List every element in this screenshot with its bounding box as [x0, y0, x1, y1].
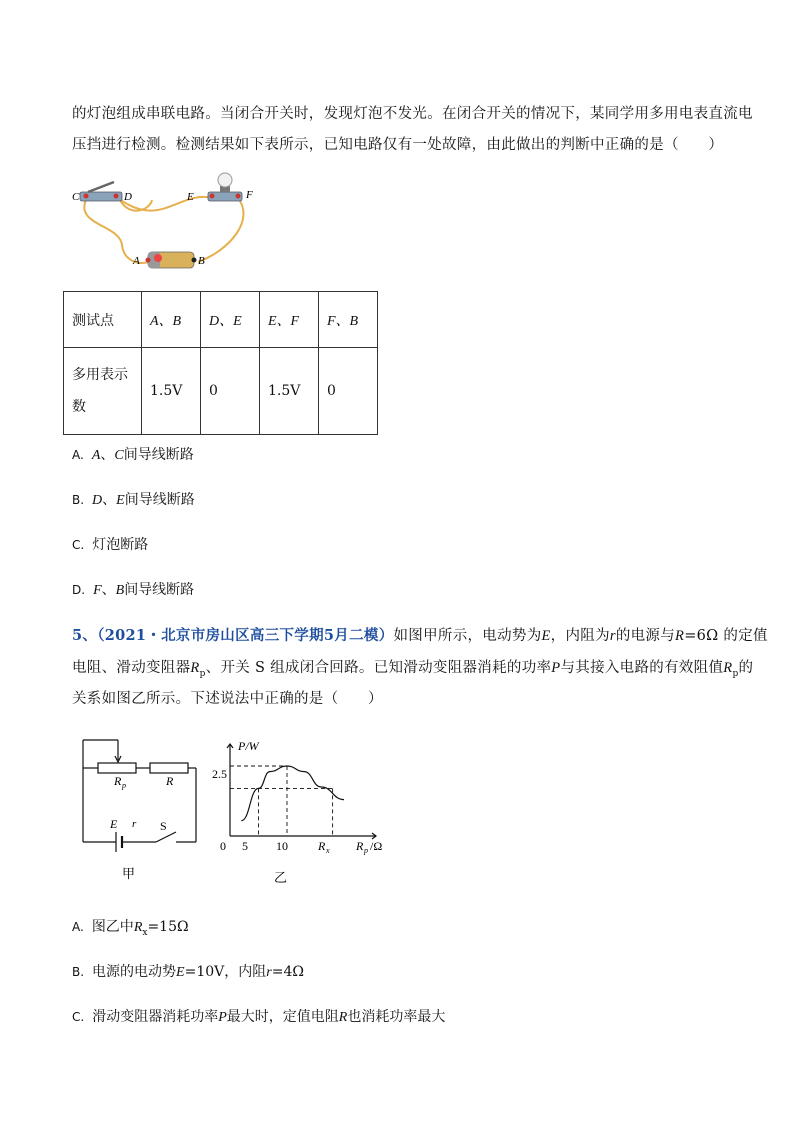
option-label: A.	[72, 920, 84, 934]
label-A: A	[133, 255, 140, 267]
table-row	[64, 292, 378, 348]
var-Rp: R	[190, 660, 200, 676]
test-table	[63, 291, 378, 435]
y-label-text: P/W	[238, 739, 259, 753]
label-D: D	[124, 191, 132, 203]
var-R: R	[675, 628, 685, 644]
option-text: 最大时，定值电阻	[226, 1009, 339, 1025]
q4-option-c[interactable]	[72, 534, 148, 554]
option-text: =15Ω	[147, 919, 189, 935]
option-text: 滑动变阻器消耗功率	[92, 1009, 219, 1025]
opt-var: D	[92, 493, 103, 508]
option-text: 灯泡断路	[92, 537, 149, 553]
q5-text: 、开关 S 组成闭合回路。已知滑动变阻器消耗的功率	[205, 660, 552, 676]
option-text: 间导线断路	[123, 447, 194, 463]
q5-line1	[72, 624, 768, 645]
y-tick-label: 2.5	[212, 767, 227, 781]
var-r: r	[609, 628, 616, 644]
col-1: A、B	[150, 313, 182, 329]
resistor-r	[150, 763, 188, 773]
opt-var: F	[93, 583, 102, 598]
x-tick-rx-sub: x	[326, 846, 330, 855]
opt-var: E	[116, 493, 125, 508]
table-header-cell	[260, 292, 319, 348]
table-header-label: 测试点	[64, 292, 142, 348]
table-row-label	[64, 348, 142, 435]
option-text: 间导线断路	[124, 492, 195, 508]
table-header-cell	[319, 292, 378, 348]
q5-number: 5、	[72, 627, 98, 644]
option-text: 间导线断路	[124, 582, 195, 598]
var-R: R	[338, 1010, 348, 1025]
caption-jia: 甲	[122, 866, 136, 881]
q4-option-d[interactable]	[72, 579, 194, 599]
caption-yi: 乙	[274, 870, 288, 885]
y-label	[237, 739, 260, 753]
q4-intro-line2: 压挡进行检测。检测结果如下表所示，已知电路仅有一处故障，由此做出的判断中正确的是（ ）	[72, 137, 724, 153]
option-label: A.	[72, 448, 84, 462]
q4-option-b[interactable]	[72, 489, 195, 509]
label-small-r: r	[132, 818, 137, 830]
q4-circuit-figure	[70, 170, 270, 274]
circuit-jia	[78, 738, 208, 888]
q5-text: =6Ω 的定值	[684, 628, 768, 644]
label-r: R	[166, 774, 174, 788]
opt-var: C	[114, 448, 124, 463]
x-tick-rx: R	[318, 839, 326, 853]
q5-text: 如图甲所示，电动势为	[393, 628, 542, 644]
opt-sep: 、	[101, 582, 116, 598]
q5-option-a[interactable]	[72, 916, 189, 938]
x-label-sub: p	[364, 846, 368, 855]
label-rp-sub: p	[122, 781, 126, 790]
table-header-cell	[201, 292, 260, 348]
label-C: C	[72, 191, 80, 203]
opt-var: A	[91, 448, 101, 463]
label-s: S	[160, 819, 167, 833]
var-P: P	[551, 660, 561, 676]
col-3: E、F	[268, 313, 300, 329]
option-text: =10V，内阻	[184, 964, 267, 980]
option-text: 电源的电动势	[92, 964, 177, 980]
option-text: =4Ω	[271, 964, 304, 980]
q5-text: 电阻、滑动变阻器	[72, 660, 191, 676]
q5-line3: 关系如图乙所示。下述说法中正确的是（ ）	[72, 691, 383, 707]
table-header-cell	[142, 292, 201, 348]
col-4: F、B	[327, 313, 359, 329]
origin-label: 0	[220, 839, 226, 853]
bulb-icon	[208, 173, 242, 201]
option-label: B.	[72, 965, 85, 979]
var-E: E	[176, 965, 185, 980]
var-P: P	[218, 1010, 227, 1025]
q5-option-b[interactable]	[72, 961, 304, 981]
row-label-part2: 数	[72, 399, 86, 415]
switch-icon	[80, 182, 122, 201]
opt-var: B	[115, 583, 125, 598]
option-text: 图乙中	[91, 919, 134, 935]
table-cell: 0	[201, 348, 260, 435]
power-curve	[241, 766, 344, 821]
table-cell: 1.5V	[260, 348, 319, 435]
q5-text: 与其接入电路的有效阻值	[560, 660, 724, 676]
option-label: C.	[72, 538, 85, 552]
rheostat-rp	[98, 763, 136, 773]
label-F: F	[246, 189, 253, 201]
var-R: R	[133, 920, 143, 935]
q4-intro-line1: 的灯泡组成串联电路。当闭合开关时，发现灯泡不发光。在闭合开关的情况下，某同学用多用电表直流电	[72, 106, 753, 122]
q5-option-c[interactable]	[72, 1006, 445, 1026]
battery-icon	[146, 252, 197, 268]
graph-yi	[208, 736, 398, 886]
opt-sep: 、	[100, 447, 115, 463]
table-cell: 0	[319, 348, 378, 435]
q5-text: ，内阻为	[550, 628, 610, 644]
row-label-part1: 多用表示	[72, 367, 128, 383]
var-E: E	[541, 628, 551, 644]
option-label: B.	[72, 493, 85, 507]
opt-sep: 、	[102, 492, 117, 508]
q5-text: 的电源与	[615, 628, 676, 644]
var-r: r	[266, 965, 272, 980]
switch-s	[156, 832, 176, 842]
label-e: E	[110, 817, 118, 831]
x-tick-5: 5	[242, 839, 248, 853]
var-Rp: R	[723, 660, 733, 676]
subscript: p	[732, 668, 739, 679]
subscript: p	[199, 668, 206, 679]
option-text: 也消耗功率最大	[347, 1009, 446, 1025]
option-label: C.	[72, 1010, 85, 1024]
q4-option-a[interactable]	[72, 444, 194, 464]
x-label-unit: /Ω	[370, 839, 383, 853]
subscript: x	[142, 927, 148, 938]
q5-source: （2021・北京市房山区高三下学期5月二模）	[97, 627, 394, 644]
label-E: E	[187, 191, 194, 203]
q5-line2	[72, 656, 753, 679]
label-rp: R	[114, 774, 122, 788]
col-2: D、E	[209, 313, 242, 329]
table-row	[64, 348, 378, 435]
option-label: D.	[72, 583, 86, 597]
x-tick-10: 10	[276, 839, 288, 853]
table-cell: 1.5V	[142, 348, 201, 435]
q5-text: 的	[738, 660, 754, 676]
label-B: B	[198, 255, 205, 267]
x-label: R	[356, 839, 364, 853]
